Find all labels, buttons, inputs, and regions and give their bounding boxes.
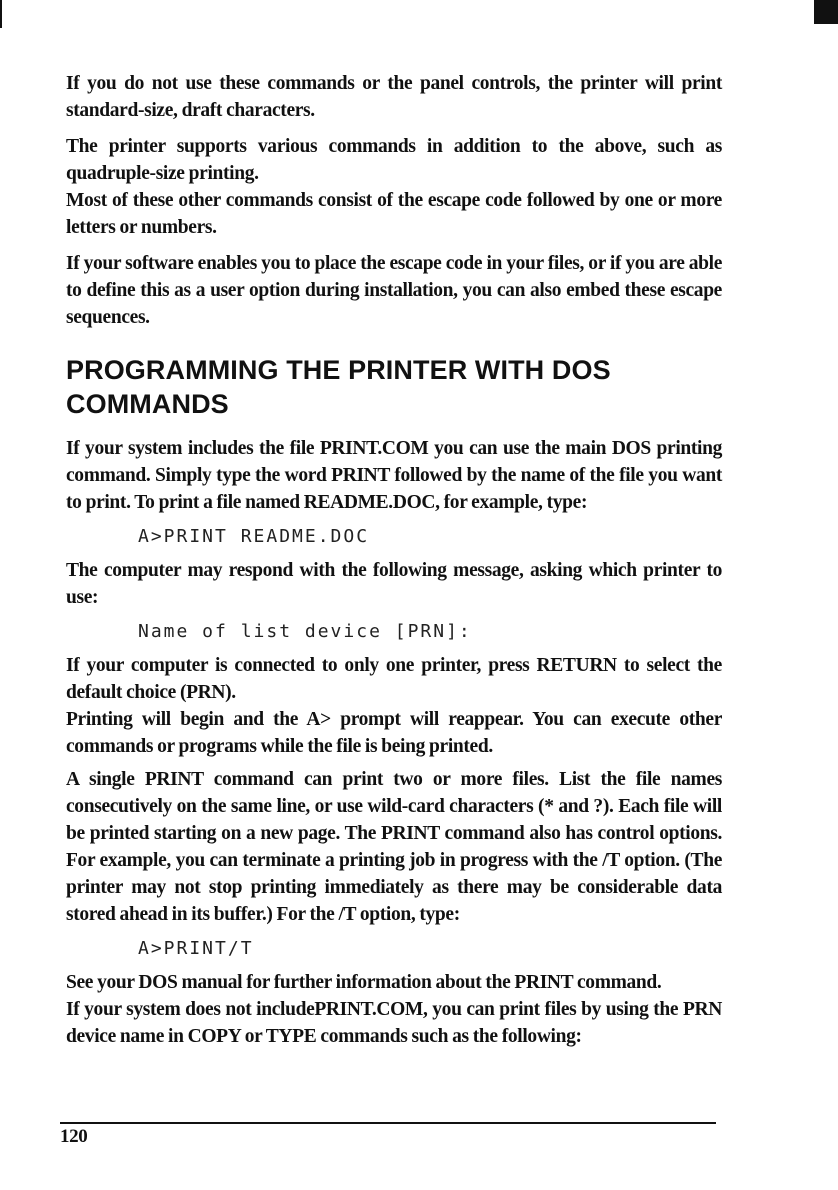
section-heading: PROGRAMMING THE PRINTER WITH DOS COMMANDS: [66, 355, 611, 419]
corner-registration-mark: [814, 0, 838, 24]
code-print-t: A>PRINT/T: [138, 938, 254, 959]
paragraph-computer-respond: The computer may respond with the following message, asking which printer to use:: [66, 560, 722, 608]
paragraph-multiple-files: A single PRINT command can print two or more files. List the file names consecutively on the same line, or use wild-card characters (* and ?). Each file will be printed starting on a new page. The PRINT command also has control options. For example, you can terminate a printing job in progress with the /T option. (The printer may not stop printing immediately as there may be considerable data stored ahead in its buffer.) For the /T option, type:: [66, 769, 722, 925]
page-content: [66, 70, 722, 1050]
paragraph-escape-code: Most of these other commands consist of the escape code followed by one or more letters or numbers.: [66, 190, 722, 238]
paragraph-default-print: If you do not use these commands or the panel controls, the printer will print standard-size, draft characters.: [66, 73, 722, 121]
code-print-readme: A>PRINT README.DOC: [138, 526, 370, 547]
footer-rule: [60, 1122, 716, 1124]
binding-edge-mark: [0, 0, 2, 28]
paragraph-printing-begins: Printing will begin and the A> prompt will reappear. You can execute other commands or programs while the file is being printed.: [66, 709, 722, 757]
paragraph-embed-escape: If your software enables you to place the escape code in your files, or if you are able to define this as a user option during installation, you can also embed these escape sequences.: [66, 253, 722, 328]
paragraph-print-com: If your system includes the file PRINT.COM you can use the main DOS printing command. Simply type the word PRINT followed by the name of the file you want to print. To print a file named README.DOC, for example, type:: [66, 438, 722, 513]
code-list-device: Name of list device [PRN]:: [138, 621, 472, 642]
page-number: 120: [60, 1126, 88, 1147]
paragraph-other-commands: The printer supports various commands in addition to the above, such as quadruple-size printing.: [66, 136, 722, 184]
paragraph-press-return: If your computer is connected to only one printer, press RETURN to select the default choice (PRN).: [66, 655, 722, 703]
paragraph-no-print-com: If your system does not includePRINT.COM, you can print files by using the PRN device name in COPY or TYPE commands such as the following:: [66, 999, 722, 1047]
paragraph-dos-manual: See your DOS manual for further information about the PRINT command.: [66, 972, 662, 993]
